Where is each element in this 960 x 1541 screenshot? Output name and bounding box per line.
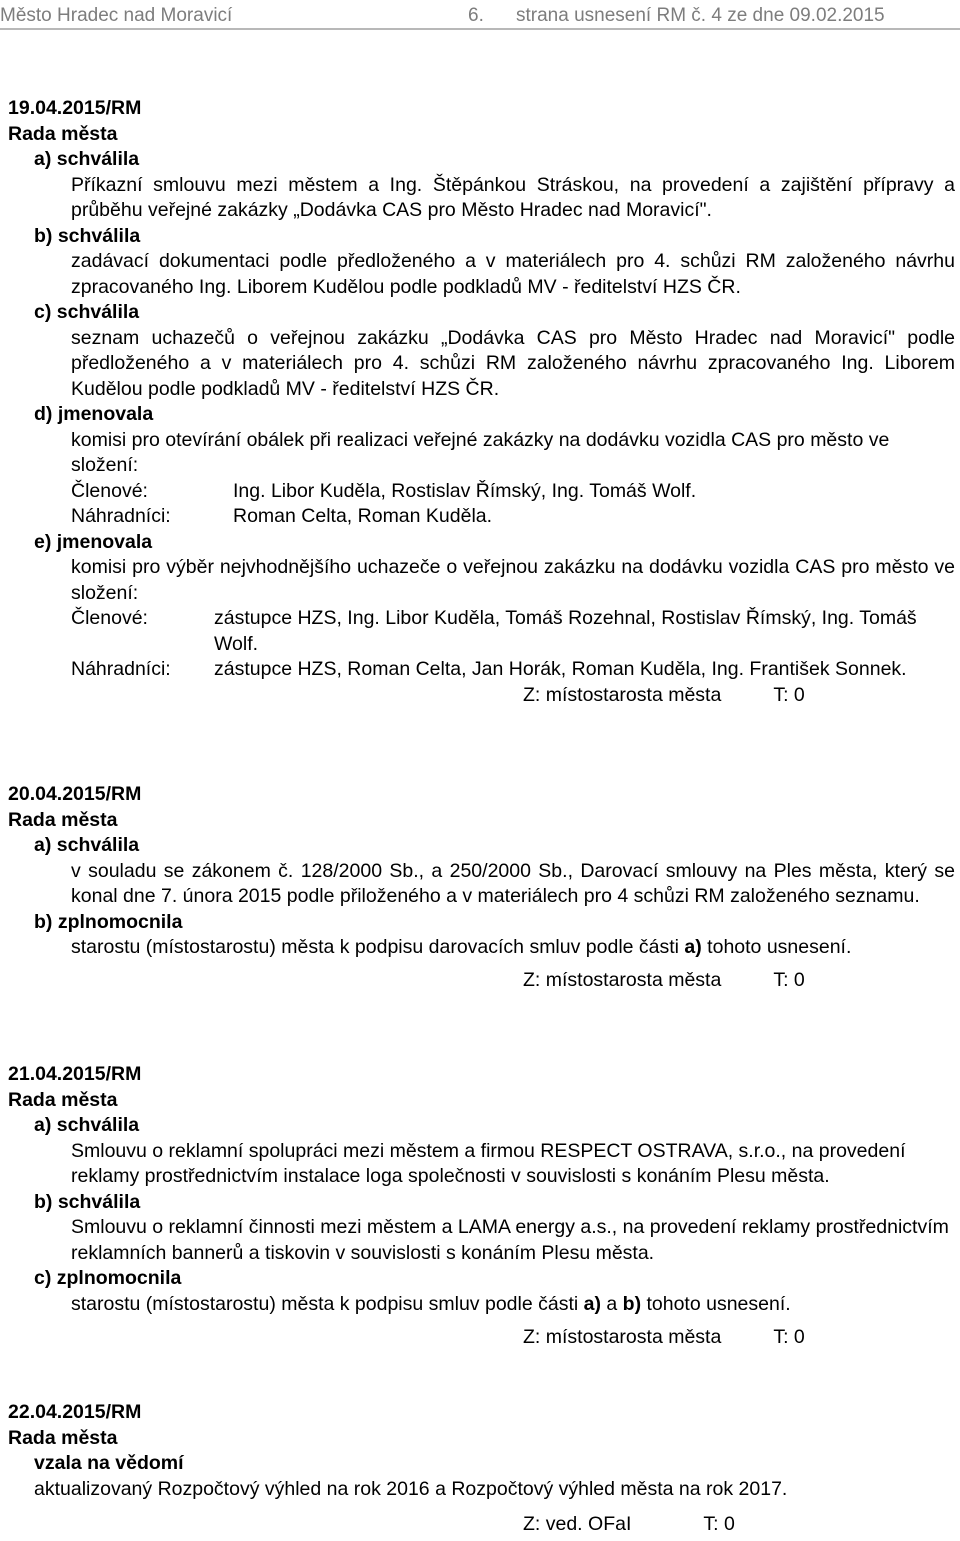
d-members-value: Ing. Libor Kuděla, Rostislav Římský, Ing. Tomáš Wolf. [233,479,697,502]
item-b-text: zadávací dokumentaci podle předloženého a v materiálech pro 4. schůzi RM založeného návrhu zpracovaného Ing. Liborem Kudělou podle podkladů MV - ředitelství HZS ČR. [71,250,955,298]
item-b-text [0,935,960,961]
item-c-text [0,1292,960,1318]
e-substitutes-key: Náhradníci: [71,658,171,680]
header-page-number: 6. [468,5,484,26]
e-members-row [0,606,960,657]
item-a-text: Smlouvu o reklamní spolupráci mezi městem a firmou RESPECT OSTRAVA, s.r.o., na provedení reklamy prostřednictvím instalace loga společnosti v souvislosti s konáním Plesu města. [71,1139,906,1187]
item-b-text: Smlouvu o reklamní činnosti mezi městem a LAMA energy a.s., na provedení reklamy prostřednictvím reklamních bannerů a tiskovin v souvislosti s konáním Plesu města. [71,1216,949,1264]
item-c-text: seznam uchazečů o veřejnou zakázku „Dodávka CAS pro Město Hradec nad Moravicí" podle předloženého a v materiálech pro 4. schůzi RM založeného návrhu zpracovaného Ing. Liborem Kudělou podle podkladů MV - ředitelství HZS ČR. [71,326,955,400]
item-c-text-part: tohoto usnesení. [641,1292,791,1315]
responsible-line [0,968,960,994]
item-e-label: e) jmenovala [34,530,153,553]
item-c-text-bold: b) [622,1292,642,1315]
resolution-20 [0,782,960,993]
item-b-text-part: tohoto usnesení. [701,936,852,958]
item-a-label: a) schválila [34,1114,140,1136]
responsible-person: Z: místostarosta města [523,968,722,991]
item-text: aktualizovaný Rozpočtový výhled na rok 2016 a Rozpočtový výhled města na rok 2017. [34,1477,788,1500]
council-heading: Rada města [8,808,118,831]
council-heading: Rada města [8,1426,118,1449]
item-b-text-part: starostu (místostarostu) města k podpisu darovacích smluv podle části [71,936,685,958]
deadline: T: 0 [773,968,805,991]
deadline: T: 0 [773,1326,805,1348]
council-heading: Rada města [8,122,118,145]
e-substitutes-value: zástupce HZS, Roman Celta, Jan Horák, Roman Kuděla, Ing. František Sonnek. [214,658,907,680]
header-resolution-info: strana usnesení RM č. 4 ze dne 09.02.2015 [516,5,885,26]
item-c-text-bold: a) [583,1292,601,1315]
page-header [0,0,960,30]
d-members-key: Členové: [71,479,148,502]
item-d-text: komisi pro otevírání obálek při realizaci veřejné zakázky na dodávku vozidla CAS pro město ve složení: [71,428,890,476]
d-substitutes-row [0,504,960,530]
item-label: vzala na vědomí [34,1452,184,1474]
responsible-person: Z: ved. OFaI [523,1513,632,1535]
e-substitutes-row [0,657,960,683]
d-members-row [0,479,960,505]
resolution-22 [0,1400,960,1538]
item-a-text: Příkazní smlouvu mezi městem a Ing. Štěpánkou Stráskou, na provedení a zajištění přípravy a průběhu veřejné zakázky „Dodávka CAS pro Město Hradec nad Moravicí". [71,173,955,221]
item-c-label: c) zplnomocnila [34,1267,182,1289]
responsible-line [0,1325,960,1351]
resolution-number: 20.04.2015/RM [8,783,142,805]
item-d-label: d) jmenovala [34,403,154,425]
item-b-label: b) zplnomocnila [34,910,183,933]
deadline: T: 0 [703,1513,735,1535]
responsible-person: Z: místostarosta města [523,683,722,706]
item-c-label: c) schválila [34,301,140,323]
responsible-line [0,1512,960,1538]
item-a-label: a) schválila [34,148,140,170]
resolution-19 [0,96,960,708]
item-b-text-bold: a) [684,936,702,958]
item-e-text: komisi pro výběr nejvhodnějšího uchazeče o veřejnou zakázku na dodávku vozidla CAS pro město ve složení: [71,556,955,604]
item-b-label: b) schválila [34,224,141,247]
d-substitutes-key: Náhradníci: [71,505,171,527]
resolution-number: 22.04.2015/RM [8,1401,142,1423]
resolution-number: 19.04.2015/RM [8,97,142,119]
responsible-line [0,683,960,709]
deadline: T: 0 [773,683,805,706]
item-a-label: a) schválila [34,834,140,856]
item-a-text: v souladu se zákonem č. 128/2000 Sb., a 250/2000 Sb., Darovací smlouvy na Ples města, který se konal dne 7. února 2015 podle přiloženého a v materiálech pro 4 schůzi RM založeného seznamu. [71,859,955,907]
resolution-21 [0,1062,960,1351]
item-c-text-part: a [600,1292,623,1315]
item-c-text-part: starostu (místostarostu) města k podpisu smluv podle části [71,1292,584,1315]
header-rule [0,28,960,30]
responsible-person: Z: místostarosta města [523,1326,722,1348]
council-heading: Rada města [8,1088,118,1111]
item-b-label: b) schválila [34,1190,141,1213]
e-members-key: Členové: [71,607,148,629]
d-substitutes-value: Roman Celta, Roman Kuděla. [233,505,493,527]
e-members-value: zástupce HZS, Ing. Libor Kuděla, Tomáš Rozehnal, Rostislav Římský, Ing. Tomáš Wolf. [214,607,917,655]
header-town: Město Hradec nad Moravicí [0,5,233,26]
resolution-number: 21.04.2015/RM [8,1063,142,1085]
